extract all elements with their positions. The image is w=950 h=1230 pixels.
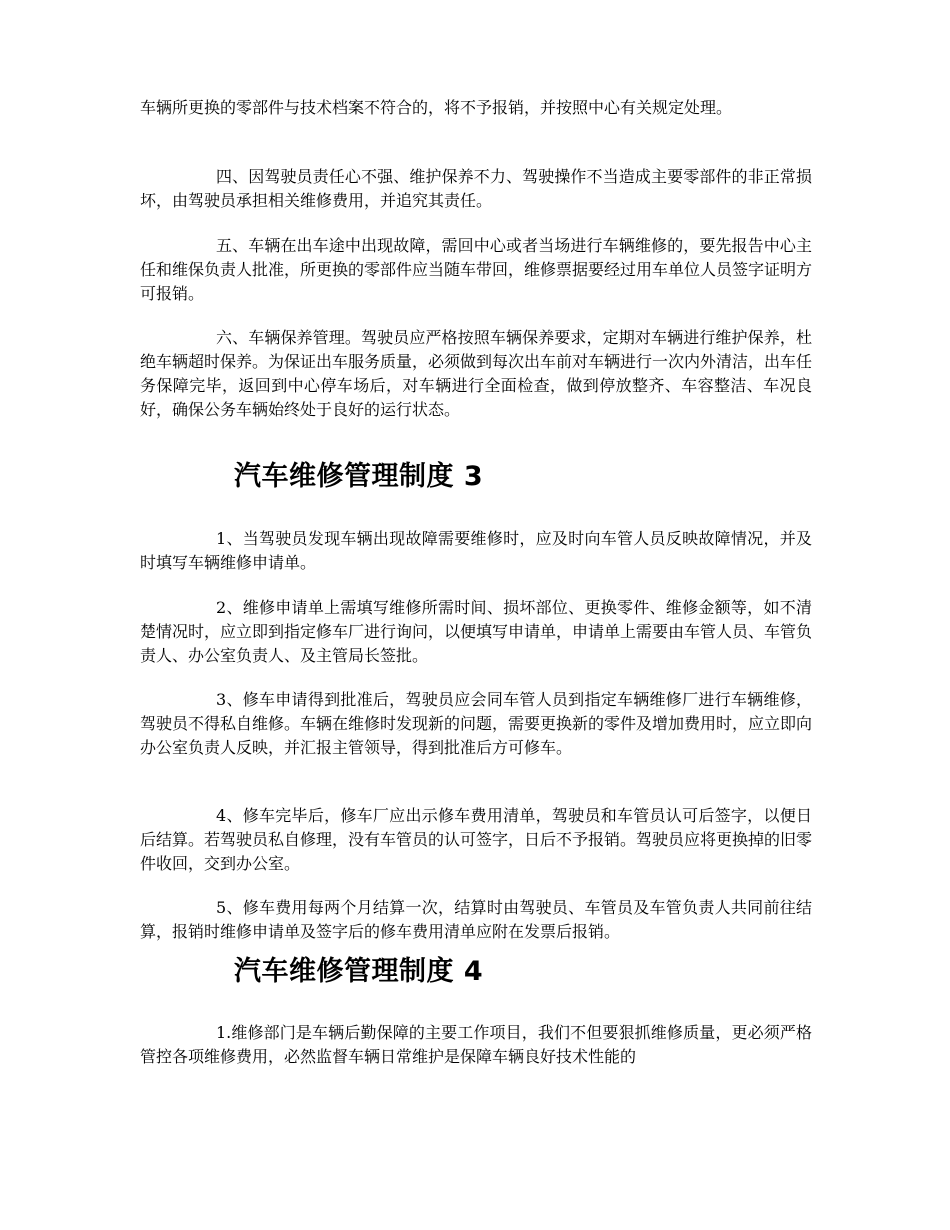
section-heading-3: 汽车维修管理制度 3: [234, 461, 484, 492]
paragraph-section3-item-4: 4、修车完毕后，修车厂应出示修车费用清单，驾驶员和车管员认可后签字，以便日后结算。若驾驶员私自修理，没有车管员的认可签字，日后不予报销。驾驶员应将更换掉的旧零件收回，交到办公室。: [140, 806, 813, 873]
paragraph-section3-item-3: 3、修车申请得到批准后，驾驶员应会同车管人员到指定车辆维修厂进行车辆维修，驾驶员不得私自维修。车辆在维修时发现新的问题，需要更换新的零件及增加费用时，应立即向办公室负责人反映，并汇报主管领导，得到批准后方可修车。: [140, 690, 813, 757]
paragraph-continuation: 车辆所更换的零部件与技术档案不符合的，将不予报销，并按照中心有关规定处理。: [140, 98, 733, 117]
paragraph-section4-item-1: 1.维修部门是车辆后勤保障的主要工作项目，我们不但要狠抓维修质量，更必须严格管控各项维修费用，必然监督车辆日常维护是保障车辆良好技术性能的: [140, 1023, 812, 1066]
paragraph-section3-item-2: 2、维修申请单上需填写维修所需时间、损坏部位、更换零件、维修金额等，如不清楚情况时，应立即到指定修车厂进行询问，以便填写申请单，申请单上需要由车管人员、车管负责人、办公室负责人、及主管局长签批。: [140, 598, 813, 665]
paragraph-section3-item-1: 1、当驾驶员发现车辆出现故障需要维修时，应及时向车管人员反映故障情况，并及时填写车辆维修申请单。: [140, 529, 812, 572]
paragraph-item-4: 四、因驾驶员责任心不强、维护保养不力、驾驶操作不当造成主要零部件的非正常损坏，由驾驶员承担相关维修费用，并追究其责任。: [140, 167, 812, 210]
paragraph-item-5: 五、车辆在出车途中出现故障，需回中心或者当场进行车辆维修的，要先报告中心主任和维保负责人批准，所更换的零部件应当随车带回，维修票据要经过用车单位人员签字证明方可报销。: [140, 236, 813, 303]
paragraph-section3-item-5: 5、修车费用每两个月结算一次，结算时由驾驶员、车管员及车管负责人共同前往结算，报销时维修申请单及签字后的修车费用清单应附在发票后报销。: [140, 898, 812, 941]
paragraph-item-6: 六、车辆保养管理。驾驶员应严格按照车辆保养要求，定期对车辆进行维护保养，杜绝车辆超时保养。为保证出车服务质量，必须做到每次出车前对车辆进行一次内外清洁，出车任务保障完毕，返回到中心停车场后，对车辆进行全面检查，做到停放整齐、车容整洁、车况良好，确保公务车辆始终处于良好的运行状态。: [140, 328, 813, 419]
section-heading-4: 汽车维修管理制度 4: [234, 956, 484, 987]
